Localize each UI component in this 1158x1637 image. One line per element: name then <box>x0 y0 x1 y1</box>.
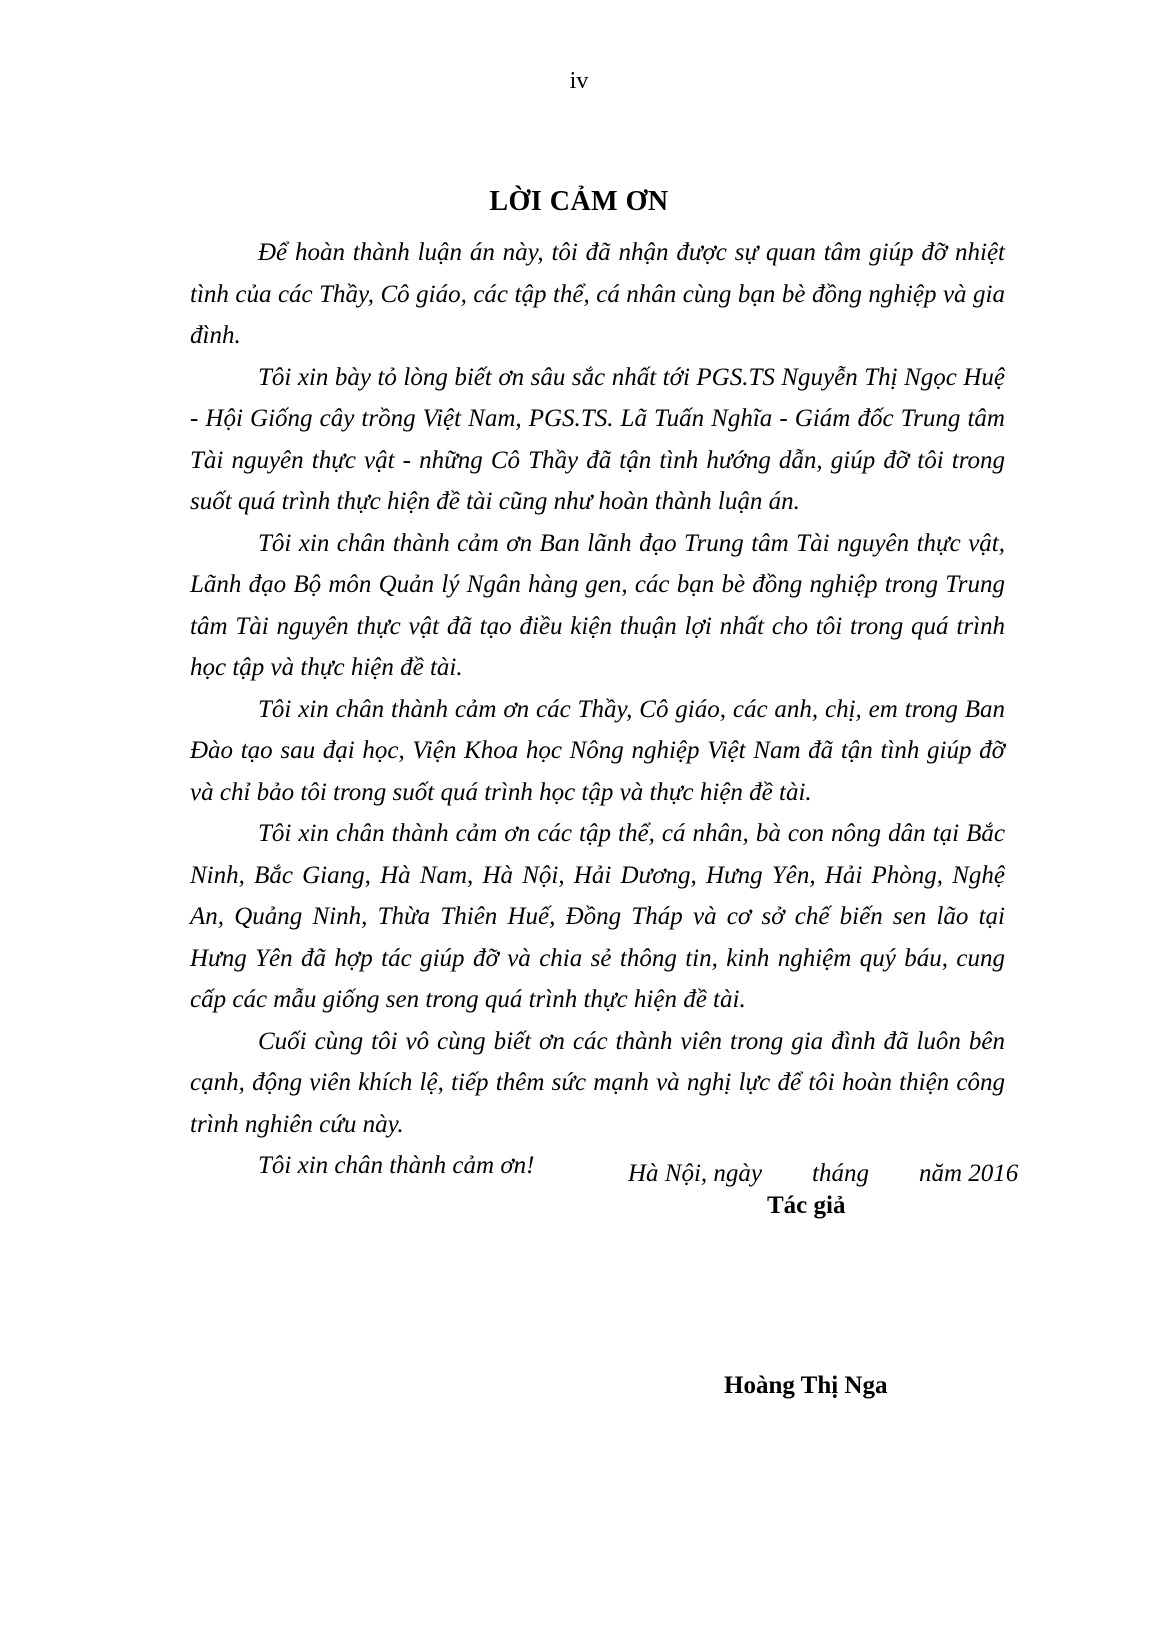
paragraph-intro: Để hoàn thành luận án này, tôi đã nhận được sự quan tâm giúp đỡ nhiệt tình của các Thầy, Cô giáo, các tập thể, cá nhân cùng bạn bè đồng nghiệp và gia đình. <box>190 239 1005 349</box>
paragraph-family: Cuối cùng tôi vô cùng biết ơn các thành viên trong gia đình đã luôn bên cạnh, động viên khích lệ, tiếp thêm sức mạnh và nghị lực để tôi hoàn thiện công trình nghiên cứu này. <box>190 1027 1005 1138</box>
page-title: LỜI CẢM ƠN <box>489 186 669 217</box>
paragraph-center-leadership: Tôi xin chân thành cảm ơn Ban lãnh đạo Trung tâm Tài nguyên thực vật, Lãnh đạo Bộ môn Quản lý Ngân hàng gen, các bạn bè đồng nghiệp trong Trung tâm Tài nguyên thực vật đã tạo điều kiện thuận lợi nhất cho tôi trong quá trình học tập và thực hiện đề tài. <box>190 529 1005 681</box>
page-number: iv <box>569 68 589 94</box>
acknowledgement-body <box>190 232 1005 1187</box>
signature-author-name: Hoàng Thị Nga <box>724 1372 888 1399</box>
paragraph-supervisors: Tôi xin bày tỏ lòng biết ơn sâu sắc nhất tới PGS.TS Nguyễn Thị Ngọc Huệ - Hội Giống cây trồng Việt Nam, PGS.TS. Lã Tuấn Nghĩa - Giám đốc Trung tâm Tài nguyên thực vật - những Cô Thầy đã tận tình hướng dẫn, giúp đỡ tôi trong suốt quá trình thực hiện đề tài cũng như hoàn thành luận án. <box>190 363 1005 515</box>
paragraph-farmers: Tôi xin chân thành cảm ơn các tập thể, cá nhân, bà con nông dân tại Bắc Ninh, Bắc Giang, Hà Nam, Hà Nội, Hải Dương, Hưng Yên, Hải Phòng, Nghệ An, Quảng Ninh, Thừa Thiên Huế, Đồng Tháp và cơ sở chế biến sen lão tại Hưng Yên đã hợp tác giúp đỡ và chia sẻ thông tin, kinh nghiệm quý báu, cung cấp các mẫu giống sen trong quá trình thực hiện đề tài. <box>190 820 1005 1013</box>
paragraph-closing: Tôi xin chân thành cảm ơn! <box>258 1152 535 1179</box>
paragraph-training-board: Tôi xin chân thành cảm ơn các Thầy, Cô giáo, các anh, chị, em trong Ban Đào tạo sau đại học, Viện Khoa học Nông nghiệp Việt Nam đã tận tình giúp đỡ và chỉ bảo tôi trong suốt quá trình học tập và thực hiện đề tài. <box>190 695 1005 806</box>
signature-date-line: Hà Nội, ngày tháng năm 2016 <box>628 1160 1019 1187</box>
signature-author-label: Tác giả <box>767 1192 846 1219</box>
